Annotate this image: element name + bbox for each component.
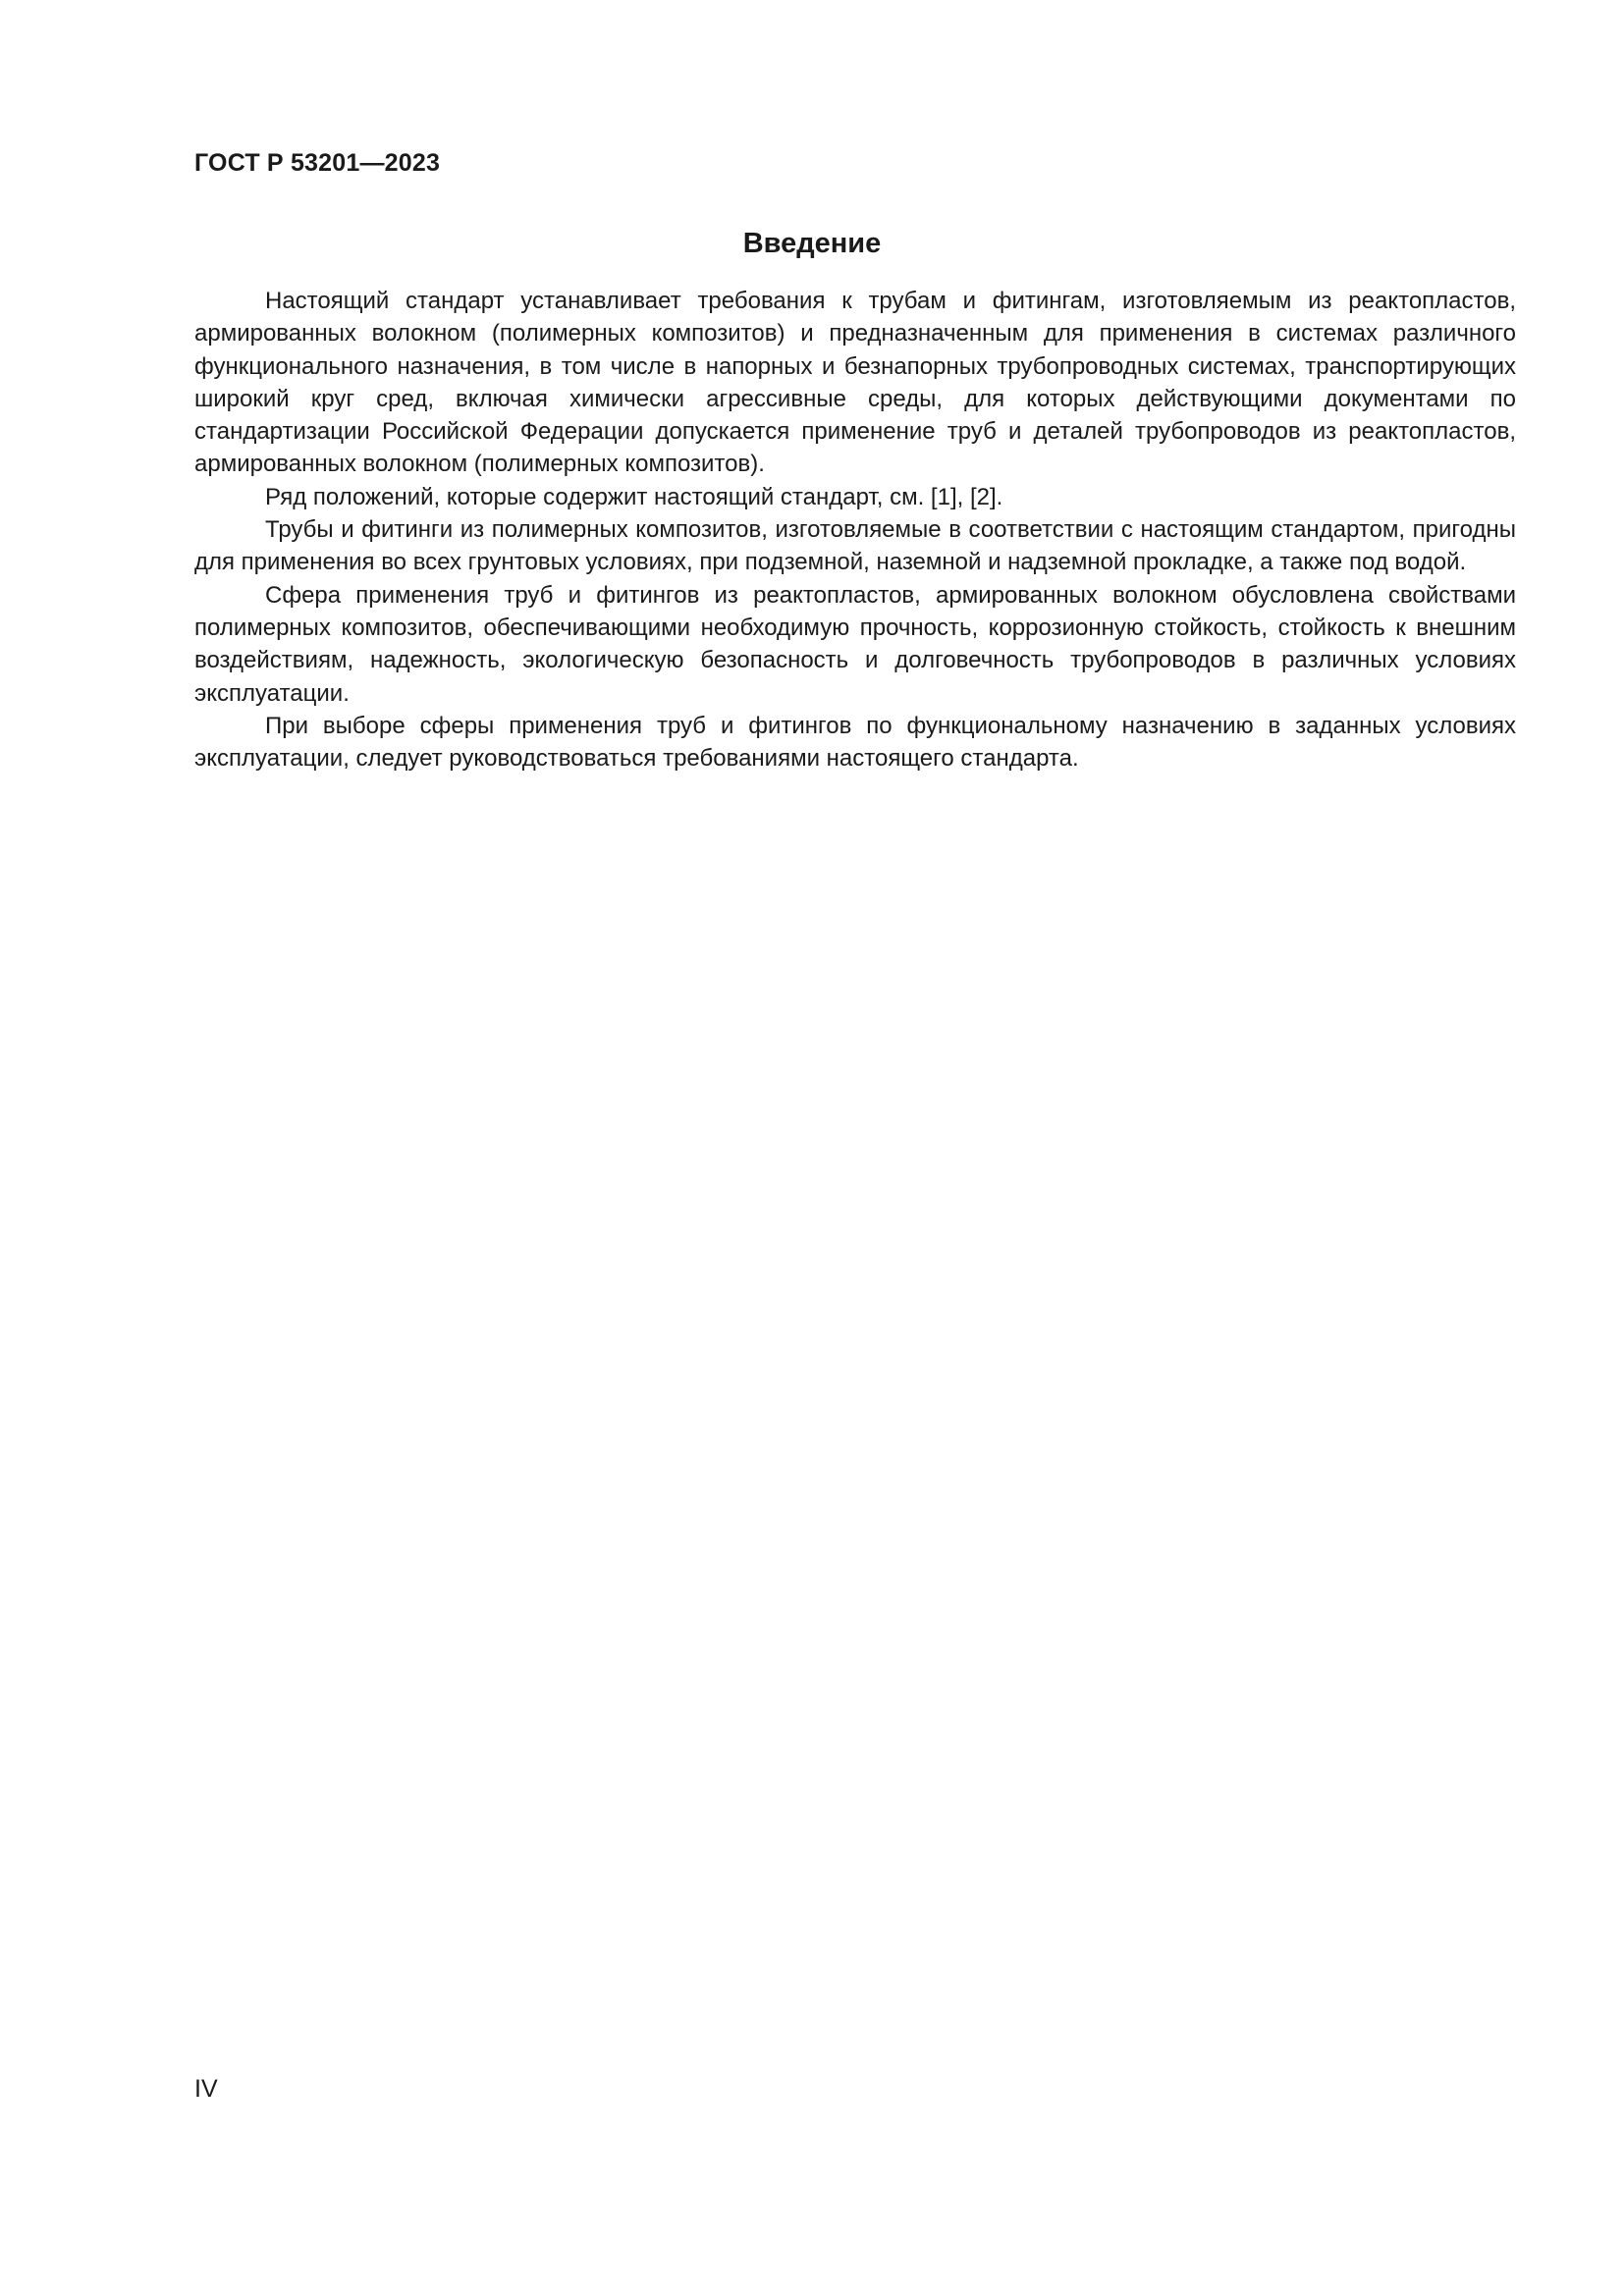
paragraph: При выборе сферы применения труб и фитингов по функциональному назначению в заданных условиях эксплуатации, следует руководствоваться требованиями настоящего стандарта.: [194, 712, 1516, 773]
section-title: Введение: [742, 228, 882, 259]
section-body: [194, 285, 1516, 774]
paragraph: Ряд положений, которые содержит настоящий стандарт, см. [1], [2].: [265, 483, 1003, 510]
page-number: IV: [194, 2075, 218, 2103]
paragraph: Сфера применения труб и фитингов из реактопластов, армированных волокном обусловлена свойствами полимерных композитов, обеспечивающими необходимую прочность, коррозионную стойкость, стойкость к внешним воздействиям, надежность, экологическую безопасность и долговечность трубопроводов в различных условиях эксплуатации.: [194, 581, 1516, 707]
paragraph: Настоящий стандарт устанавливает требования к трубам и фитингам, изготовляемым из реактопластов, армированных волокном (полимерных композитов) и предназначенным для применения в системах различного функционального назначения, в том числе в напорных и безнапорных трубопроводных системах, транспортирующих широкий круг сред, включая химически агрессивные среды, для которых действующими документами по стандартизации Российской Федерации допускается применение труб и деталей трубопроводов из реактопластов, армированных волокном (полимерных композитов).: [194, 288, 1516, 478]
paragraph: Трубы и фитинги из полимерных композитов, изготовляемые в соответствии с настоящим стандартом, пригодны для применения во всех грунтовых условиях, при подземной, наземной и надземной прокладке, а также под водой.: [194, 516, 1516, 576]
document-code: ГОСТ Р 53201—2023: [194, 149, 441, 177]
